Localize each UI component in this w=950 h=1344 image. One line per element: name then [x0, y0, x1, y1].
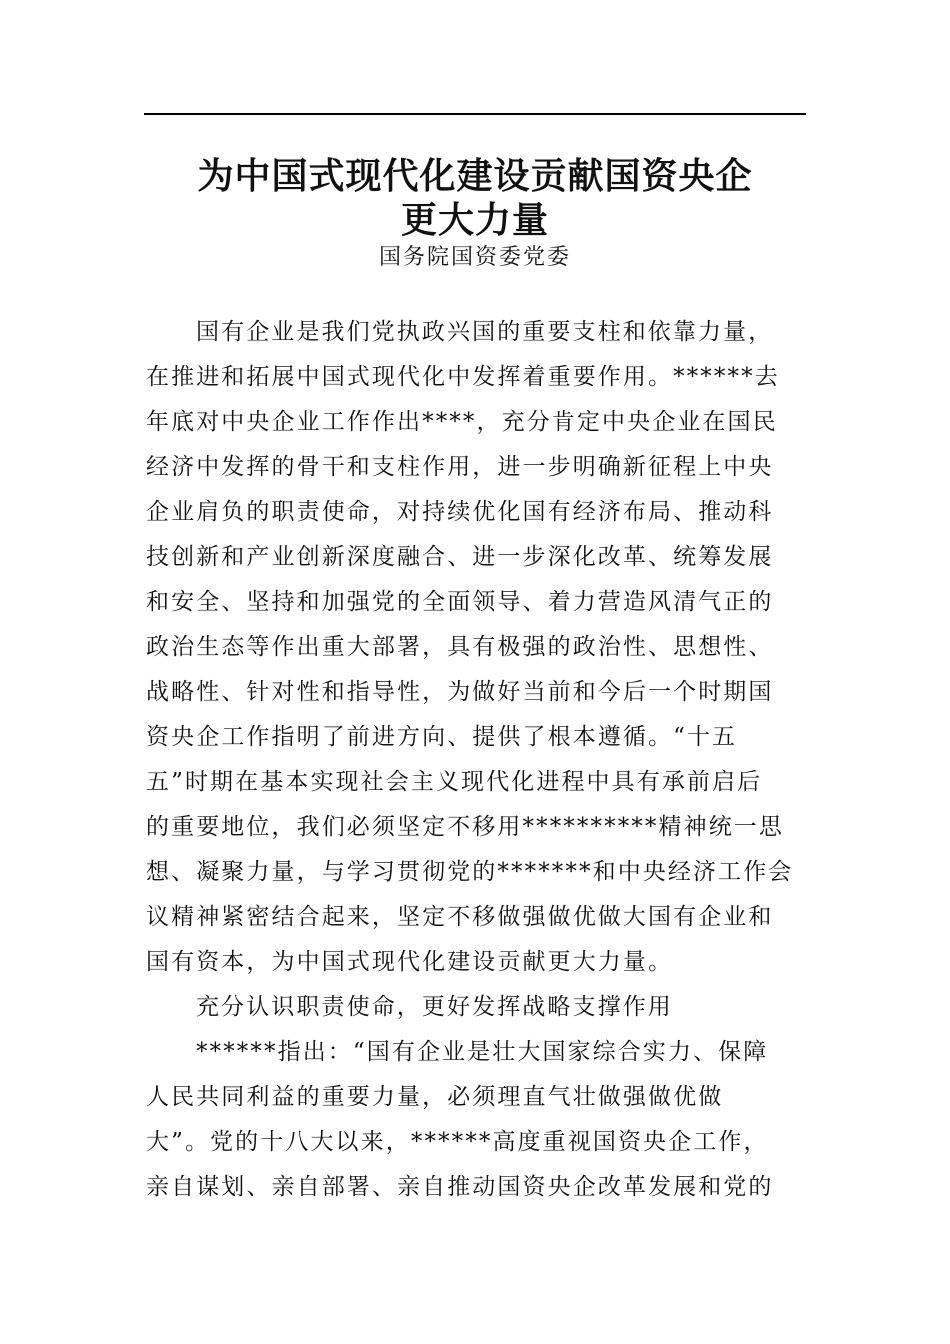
body-line: 技创新和产业创新深度融合、进一步深化改革、统筹发展 [146, 544, 774, 570]
body-line: 年底对中央企业工作作出****，充分肯定中央企业在国民 [146, 409, 778, 435]
body-line: 和安全、坚持和加强党的全面领导、着力营造风清气正的 [146, 589, 774, 615]
section-heading: 充分认识职责使命，更好发挥战略支撑作用 [196, 994, 673, 1020]
body-line: 五”时期在基本实现社会主义现代化进程中具有承前启后 [146, 769, 763, 795]
body-line: 人民共同利益的重要力量，必须理直气壮做强做优做 [146, 1084, 724, 1110]
body-line: 国有资本，为中国式现代化建设贡献更大力量。 [146, 949, 674, 975]
body-line: 大”。党的十八大以来，******高度重视国资央企工作， [146, 1129, 769, 1155]
body-line: 想、凝聚力量，与学习贯彻党的*******和中央经济工作会 [146, 859, 794, 885]
body-line: 经济中发挥的骨干和支柱作用，进一步明确新征程上中央 [146, 454, 774, 480]
body-line: 亲自谋划、亲自部署、亲自推动国资央企改革发展和党的 [146, 1174, 774, 1200]
body-line: 国有企业是我们党执政兴国的重要支柱和依靠力量， [196, 319, 774, 345]
body-line: 政治生态等作出重大部署，具有极强的政治性、思想性、 [146, 634, 774, 660]
body-line: 企业肩负的职责使命，对持续优化国有经济布局、推动科 [146, 499, 774, 525]
body-line: 战略性、针对性和指导性，为做好当前和今后一个时期国 [146, 679, 774, 705]
document-title-line-1: 为中国式现代化建设贡献国资央企 [197, 156, 753, 197]
document-title-line-2: 更大力量 [400, 200, 549, 241]
document-author: 国务院国资委党委 [378, 245, 571, 270]
body-line: 资央企工作指明了前进方向、提供了根本遵循。“十五 [146, 724, 738, 750]
body-line: ******指出：“国有企业是壮大国家综合实力、保障 [196, 1039, 769, 1065]
body-line: 在推进和拓展中国式现代化中发挥着重要作用。******去 [146, 364, 780, 390]
body-line: 的重要地位，我们必须坚定不移用**********精神统一思 [146, 814, 784, 840]
top-rule [144, 113, 806, 115]
body-line: 议精神紧密结合起来，坚定不移做强做优做大国有企业和 [146, 904, 774, 930]
